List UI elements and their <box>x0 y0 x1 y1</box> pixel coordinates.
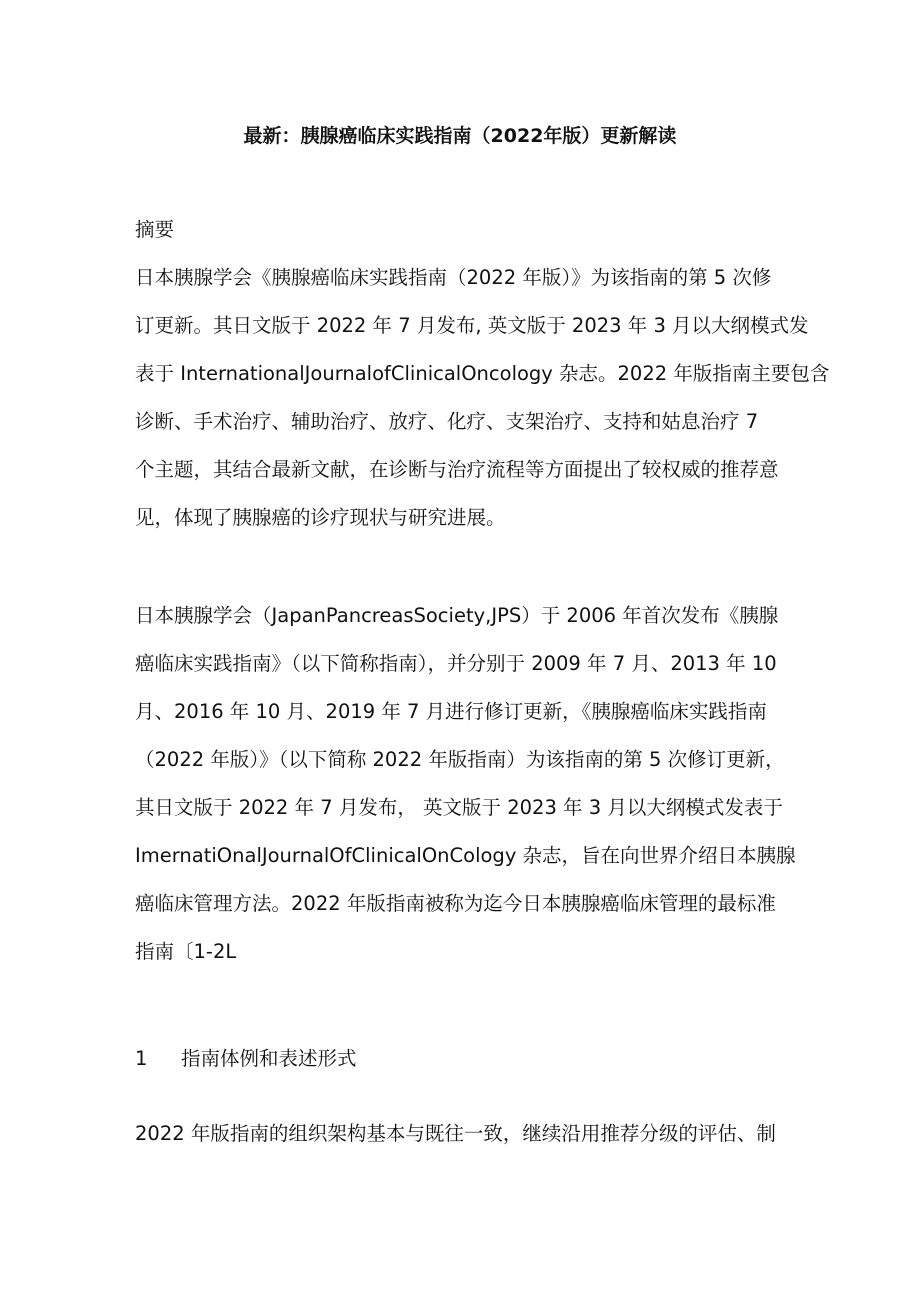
abstract-line: 个主题，其结合最新文献，在诊断与治疗流程等方面提出了较权威的推荐意 <box>135 458 779 481</box>
intro-line: 癌临床实践指南》（以下简称指南），并分别于 2009 年 7 月、2013 年 10 <box>135 652 777 675</box>
intro-line: 日本胰腺学会（JapanPancreasSociety,JPS）于 2006 年首次发布《胰腺 <box>135 604 779 627</box>
section-number: 1 <box>135 1047 148 1070</box>
intro-line: 其日文版于 2022 年 7 月发布， 英文版于 2023 年 3 月以大纲模式发表于 <box>135 796 783 819</box>
intro-line: 月、2016 年 10 月、2019 年 7 月进行修订更新，《胰腺癌临床实践指南 <box>135 700 767 723</box>
abstract-line: 诊断、手术治疗、辅助治疗、放疗、化疗、支架治疗、支持和姑息治疗 7 <box>135 410 759 433</box>
abstract-line: 日本胰腺学会《胰腺癌临床实践指南（2022 年版）》为该指南的第 5 次修 <box>135 266 772 289</box>
abstract-heading: 摘要 <box>135 218 175 241</box>
intro-line: 癌临床管理方法。2022 年版指南被称为迄今日本胰腺癌临床管理的最标准 <box>135 892 776 915</box>
intro-line: （2022 年版）》（以下简称 2022 年版指南）为该指南的第 5 次修订更新， <box>135 748 785 771</box>
document-title: 最新：胰腺癌临床实践指南（2022年版）更新解读 <box>243 125 677 147</box>
section-heading <box>135 1045 357 1073</box>
abstract-line: 见，体现了胰腺癌的诊疗现状与研究进展。 <box>135 506 506 529</box>
abstract-line: 表于 InternationalJournalofClinicalOncology 杂志。2022 年版指南主要包含 <box>135 362 830 385</box>
intro-line: 指南〔1-2L <box>135 940 237 963</box>
intro-line: ImernatiOnalJournalOfClinicalOnCology 杂志，旨在向世界介绍日本胰腺 <box>135 844 796 867</box>
abstract-line: 订更新。其日文版于 2022 年 7 月发布, 英文版于 2023 年 3 月以大纲模式发 <box>135 314 809 337</box>
section-title: 指南体例和表述形式 <box>181 1047 357 1070</box>
section-line: 2022 年版指南的组织架构基本与既往一致，继续沿用推荐分级的评估、制 <box>135 1122 776 1145</box>
